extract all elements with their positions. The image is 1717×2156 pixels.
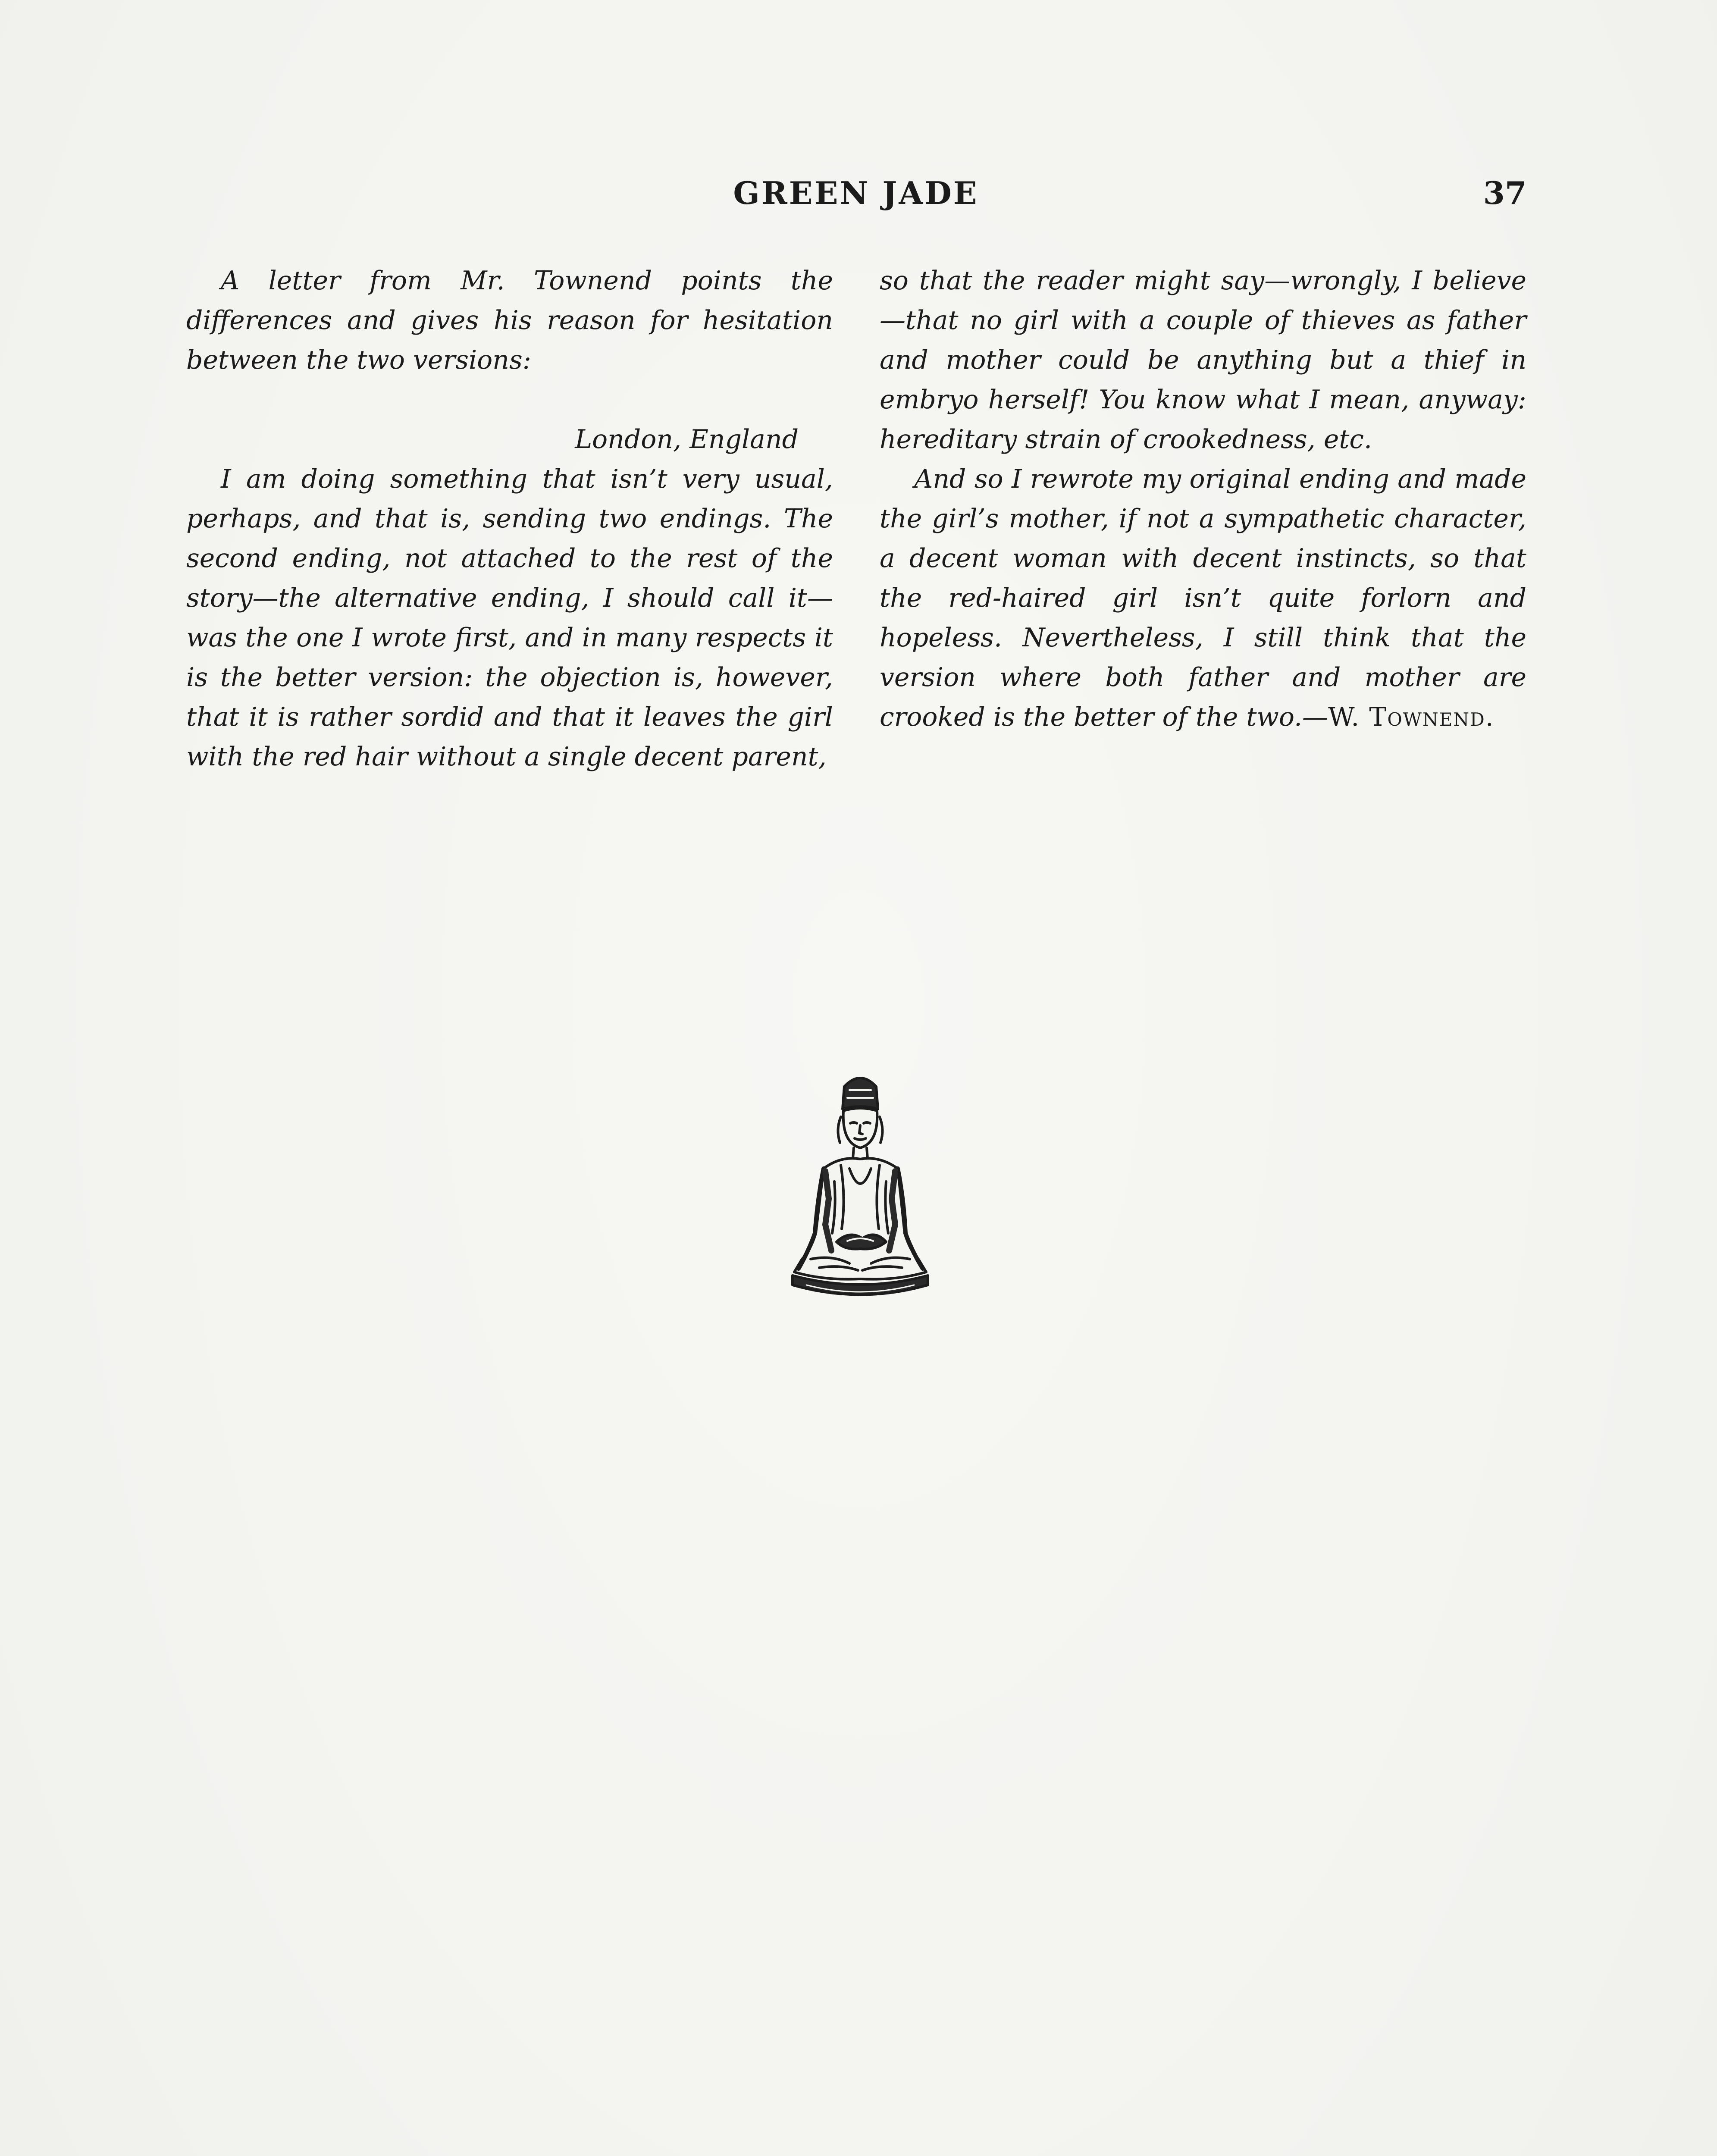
page-title: GREEN JADE <box>733 175 979 211</box>
author-signature: W. Townend. <box>1328 702 1495 732</box>
left-column <box>186 261 833 777</box>
letter-body-paragraph: I am doing something that isn’t very usual, perhaps, and that is, sending two endings. The second ending, not attached to the rest of the story—the alternative ending, I should call it—was the one I wrote first, and in many respects it is the better version: the objection is, however, that it is rather sordid and that it leaves the girl with the red hair without a single decent parent, <box>186 464 833 772</box>
intro-paragraph: A letter from Mr. Townend points the differences and gives his reason for hesitation between the two versions: <box>186 266 833 375</box>
seated-buddha-figure-icon <box>789 1069 931 1311</box>
right-column <box>880 261 1526 737</box>
letter-dateline: London, England <box>575 424 799 454</box>
closing-text: And so I rewrote my original ending and made the girl’s mother, if not a sympathetic character, a decent woman with decent instincts, so that the red-haired girl isn’t quite forlorn and hopeless. Nevertheless, I still think that the version where both father and mother are crooked is the better of the two.— <box>880 464 1526 732</box>
page-number: 37 <box>1483 175 1526 211</box>
letter-closing-paragraph <box>880 459 1526 737</box>
letter-continuation-paragraph: so that the reader might say—wrongly, I believe—that no girl with a couple of thieves as father and mother could be anything but a thief in embryo herself! You know what I mean, anyway: hereditary strain of crookedness, etc. <box>880 266 1526 454</box>
running-head <box>185 175 1526 222</box>
